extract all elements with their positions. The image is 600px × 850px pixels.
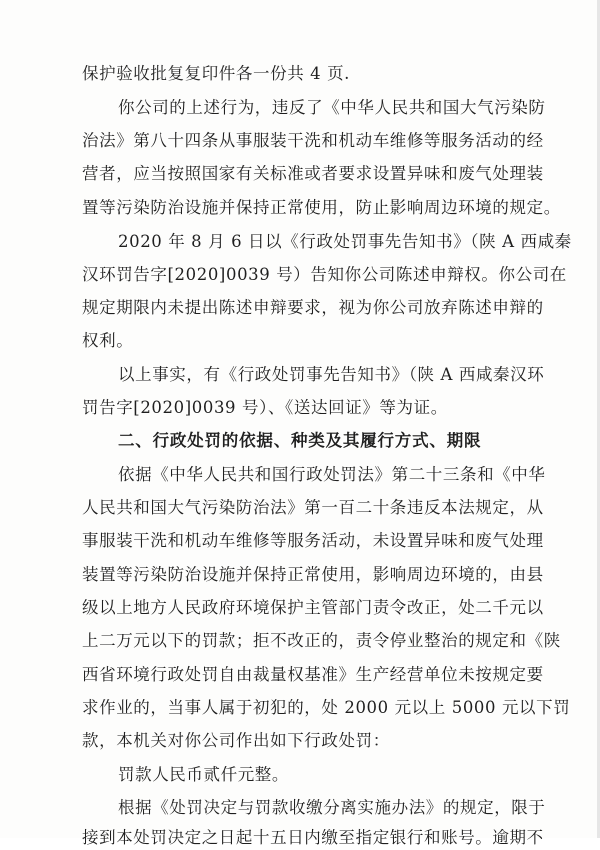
text-line: 款，本机关对你公司作出如下行政处罚： (82, 731, 390, 750)
text-line: 以上事实，有《行政处罚事先告知书》（陕 A 西咸秦汉环 (118, 365, 545, 384)
text-line: 2020 年 8 月 6 日以《行政处罚事先告知书》（陕 A 西咸秦 (118, 232, 572, 251)
text-line: 营者，应当按照国家有关标准或者要求设置异味和废气处理装 (82, 164, 544, 183)
text-line: 治法》第八十四条从事服装干洗和机动车维修等服务活动的经 (82, 131, 544, 150)
text-line: 事服装干洗和机动车维修等服务活动，未设置异味和废气处理 (82, 531, 544, 550)
section-heading: 二、行政处罚的依据、种类及其履行方式、期限 (118, 431, 482, 450)
text-line: 接到本处罚决定之日起十五日内缴至指定银行和账号。逾期不 (82, 828, 544, 847)
text-line: 保护验收批复复印件各一份共 4 页. (82, 64, 351, 83)
text-line: 罚告字[2020]0039 号）、《送达回证》等为证。 (82, 398, 448, 417)
text-line: 罚款人民币贰仟元整。 (118, 765, 289, 784)
text-line: 规定期限内未提出陈述申辩要求，视为你公司放弃陈述申辩的 (82, 298, 544, 317)
text-line: 权利。 (82, 331, 134, 350)
text-line: 依据《中华人民共和国行政处罚法》第二十三条和《中华 (118, 465, 546, 484)
text-line: 装置等污染防治设施并保持正常使用，影响周边环境的，由县 (82, 565, 544, 584)
text-line: 上二万元以下的罚款；拒不改正的，责令停业整治的规定和《陕 (82, 631, 561, 650)
text-line: 汉环罚告字[2020]0039 号）告知你公司陈述申辩权。你公司在 (82, 265, 567, 284)
text-line: 人民共和国大气污染防治法》第一百二十条违反本法规定，从 (82, 498, 544, 517)
text-line: 级以上地方人民政府环境保护主管部门责令改正，处二千元以 (82, 598, 544, 617)
text-line: 根据《处罚决定与罚款收缴分离实施办法》的规定，限于 (118, 798, 546, 817)
text-line: 你公司的上述行为，违反了《中华人民共和国大气污染防 (118, 98, 546, 117)
text-line: 西省环境行政处罚自由裁量权基准》生产经营单位未按规定要 (82, 665, 544, 684)
text-line: 求作业的，当事人属于初犯的，处 2000 元以上 5000 元以下罚 (82, 698, 571, 717)
text-line: 置等污染防治设施并保持正常使用，防止影响周边环境的规定。 (82, 198, 561, 217)
